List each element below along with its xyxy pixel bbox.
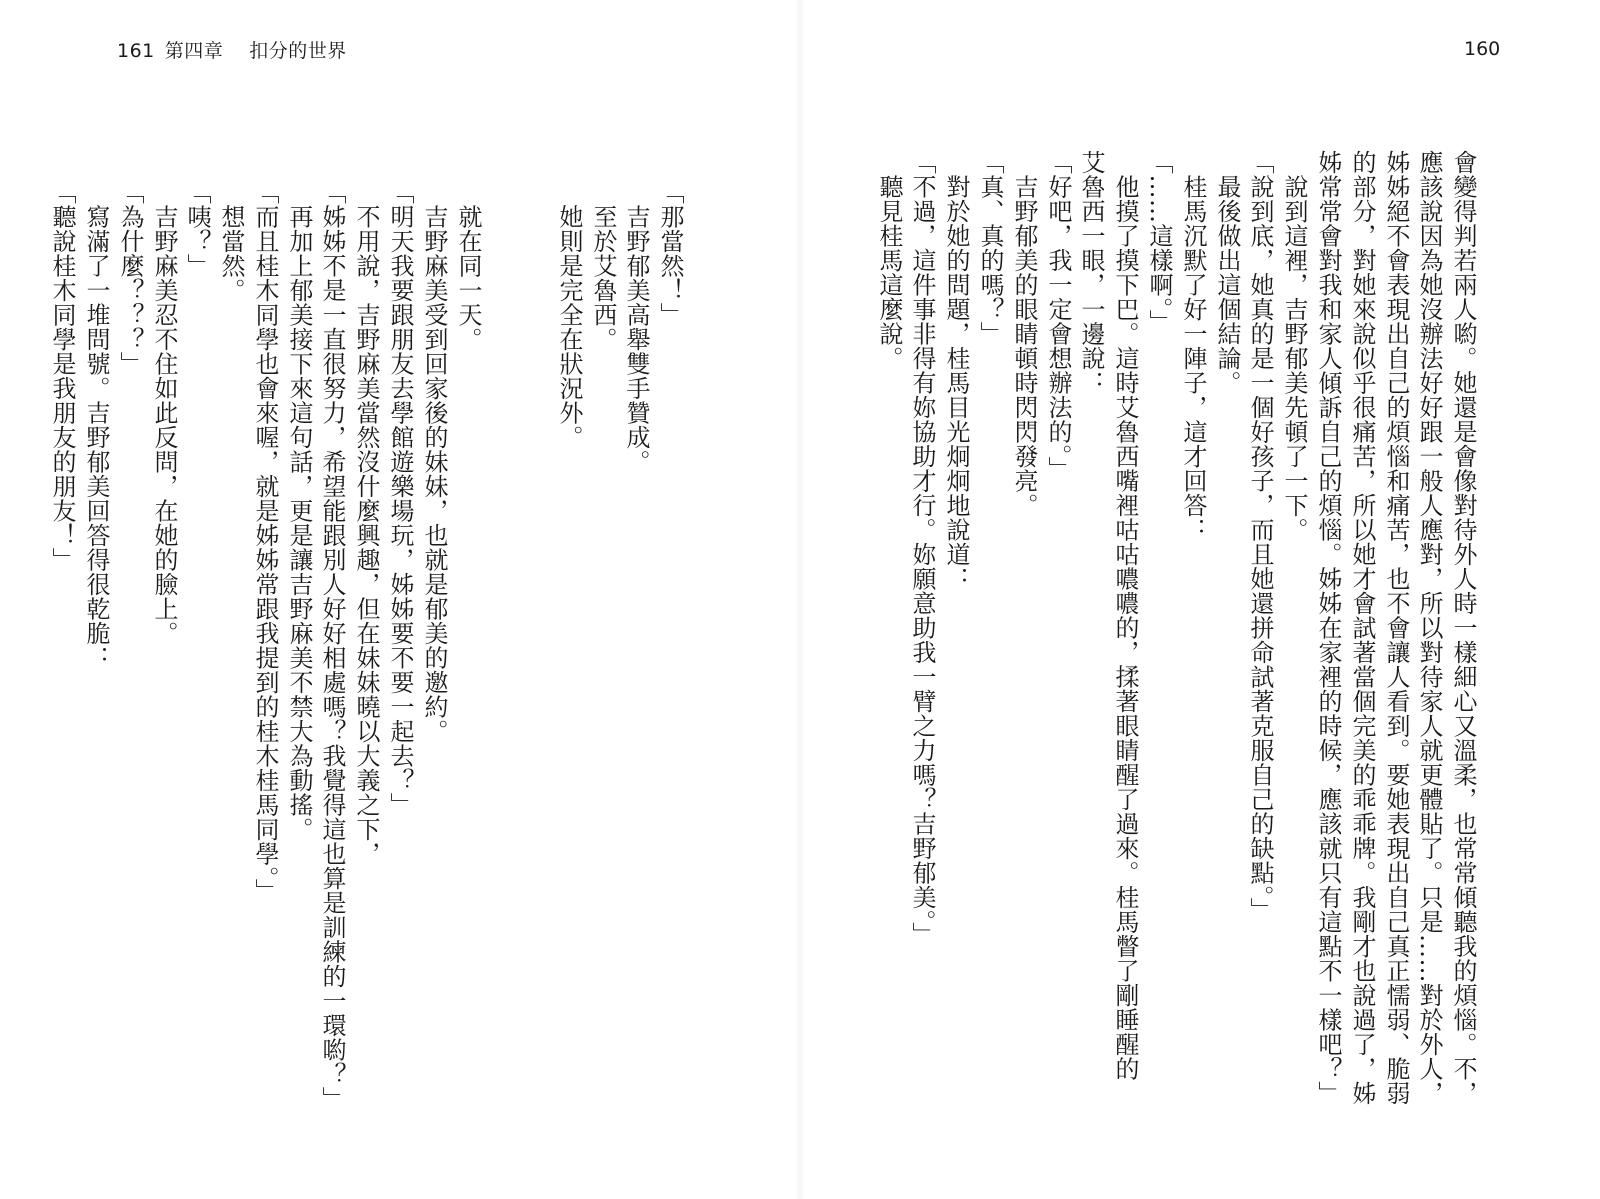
text-column: 最後做出這個結論。 — [1213, 150, 1241, 395]
text-column: 再加上郁美接下來這句話，更是讓吉野麻美不禁大為動搖。 — [285, 180, 313, 842]
text-column: 「咦？」 — [183, 180, 211, 278]
text-column: 就在同一天。 — [454, 180, 482, 352]
text-column: 「真、真的嗎？」 — [976, 150, 1004, 346]
text-column: 他摸了摸下巴。這時艾魯西嘴裡咕咕噥噥的，揉著眼睛醒了過來。桂馬瞥了剛睡醒的 — [1111, 150, 1139, 1081]
left-page-header — [117, 36, 347, 63]
text-column: 「姊姊不是一直很努力，希望能跟別人好好相處嗎？我覺得這也算是訓練的一環喲？」 — [318, 180, 346, 1111]
chapter-title: 扣分的世界 — [249, 40, 347, 62]
text-column: 聽見桂馬這麼說。 — [875, 150, 903, 371]
text-column: 至於艾魯西。 — [589, 180, 617, 352]
text-column: 說到這裡，吉野郁美先頓了一下。 — [1280, 150, 1308, 542]
chapter-number: 第四章 — [164, 40, 224, 62]
text-column: 姊姊絕不會表現出自己的煩惱和痛苦，也不會讓人看到。要她表現出自己真正懦弱、脆弱 — [1382, 150, 1410, 1106]
text-column: 對於她的問題，桂馬目光炯炯地說道： — [942, 150, 970, 591]
book-gutter — [795, 0, 805, 1199]
text-column: 吉野郁美高舉雙手贊成。 — [622, 180, 650, 474]
text-column: 「明天我要跟朋友去學館遊樂場玩，姊姊要不要一起去？」 — [386, 180, 414, 817]
text-column: 吉野郁美的眼睛頓時閃閃發亮。 — [1010, 150, 1038, 518]
text-column: 寫滿了一堆問號。吉野郁美回答得很乾脆： — [82, 180, 110, 670]
text-column: 桂馬沉默了好一陣子，這才回答： — [1179, 150, 1207, 542]
text-column: 吉野麻美受到回家後的妹妹，也就是郁美的邀約。 — [420, 180, 448, 744]
text-column: 「說到底，她真的是一個好孩子，而且她還拼命試著克服自己的缺點。」 — [1246, 150, 1274, 922]
text-column: 艾魯西一眼，一邊說： — [1077, 150, 1105, 395]
text-column: 「聽說桂木同學是我朋友的朋友！」 — [48, 180, 76, 572]
text-column: 「而且桂木同學也會來喔，就是姊姊常跟我提到的桂木桂馬同學。」 — [251, 180, 279, 903]
text-column: 「那當然！」 — [656, 180, 684, 327]
text-column: 不用說，吉野麻美當然沒什麼興趣，但在妹妹曉以大義之下， — [352, 180, 380, 866]
left-page-number: 161 — [117, 40, 155, 62]
text-column: 姊常常會對我和家人傾訴自己的煩惱。姊姊在家裡的時候，應該就只有這點不一樣吧？」 — [1314, 150, 1342, 1106]
text-column: 的部分，對她來說似乎很痛苦，所以她才會試著當個完美的乖乖牌。我剛才也說過了，姊 — [1348, 150, 1376, 1106]
text-column: 「不過，這件事非得有妳協助才行。妳願意助我一臂之力嗎？吉野郁美。」 — [908, 150, 936, 947]
right-page-number: 160 — [1464, 38, 1501, 60]
text-column: 應該說因為她沒辦法好好跟一般人應對，所以對待家人就更體貼了。只是……對於外人， — [1415, 150, 1443, 1106]
text-column: 會變得判若兩人喲。她還是會像對待外人時一樣細心又溫柔，也常常傾聽我的煩惱。不， — [1449, 150, 1477, 1106]
text-column: 她則是完全在狀況外。 — [555, 180, 583, 450]
text-column: 想當然。 — [217, 180, 245, 303]
text-column: 「……這樣啊。」 — [1145, 150, 1173, 334]
text-column: 「好吧，我一定會想辦法的。」 — [1044, 150, 1072, 481]
text-column: 「為什麼？？？」 — [116, 180, 144, 376]
text-column: 吉野麻美忍不住如此反問，在她的臉上。 — [150, 180, 178, 646]
